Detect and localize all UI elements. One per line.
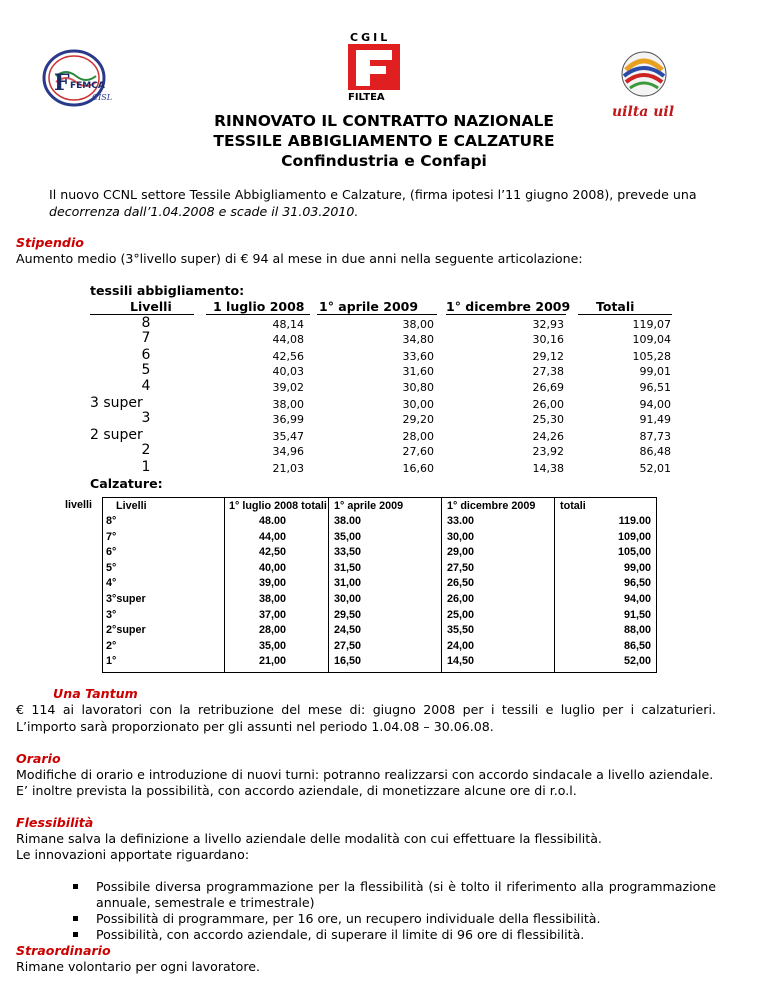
calzature-header: 1° aprile 2009 (334, 500, 404, 512)
flessibilita-bullets (96, 879, 716, 943)
tessili-header-aprile: 1° aprile 2009 (319, 299, 419, 314)
tessili-cell: 42,56 (272, 350, 304, 363)
tessili-row-level: 4 (141, 378, 151, 394)
tessili-cell: 23,92 (532, 445, 564, 458)
calzature-row-level: 7° (106, 530, 117, 543)
tessili-cell: 14,38 (532, 462, 564, 475)
bullet-square-icon (73, 932, 78, 937)
title-line-3: Confindustria e Confapi (281, 152, 487, 170)
calzature-header: 1° luglio 2008 totali (229, 500, 327, 512)
tessili-header-rule (446, 314, 566, 315)
svg-text:FILTEA: FILTEA (348, 92, 385, 102)
tessili-row-level: 6 (141, 347, 151, 363)
tessili-cell: 24,26 (532, 430, 564, 443)
tessili-row-level: 7 (141, 330, 151, 346)
calzature-cell: 31,00 (334, 577, 362, 590)
tessili-cell: 48,14 (272, 318, 304, 331)
tessili-cell: 40,03 (272, 365, 304, 378)
stipendio-text: Aumento medio (3°livello super) di € 94 al mese in due anni nella seguente articolazione: (16, 251, 583, 266)
una-tantum-line-2: L’importo sarà proporzionato per gli assunti nel periodo 1.04.08 – 30.06.08. (16, 719, 494, 734)
tessili-header-totali: Totali (596, 299, 635, 314)
svg-text:uilta uil: uilta uil (612, 104, 675, 120)
tessili-cell: 29,20 (402, 413, 434, 426)
tessili-table (0, 299, 768, 474)
tessili-cell: 94,00 (639, 398, 671, 411)
calzature-cell: 91,50 (623, 608, 651, 621)
tessili-cell: 31,60 (402, 365, 434, 378)
calzature-cell: 35,00 (334, 530, 362, 543)
una-tantum-heading: Una Tantum (53, 686, 138, 701)
calzature-cell: 86,50 (623, 639, 651, 652)
calzature-cell: 94,00 (623, 593, 651, 605)
list-item: Possibilità, con accordo aziendale, di superare il limite di 96 ore di flessibilità. (96, 927, 716, 943)
tessili-header-luglio: 1 luglio 2008 (213, 299, 305, 314)
tessili-header-rule (206, 314, 310, 315)
tessili-cell: 105,28 (632, 350, 671, 363)
tessili-header-rule (317, 314, 437, 315)
calzature-cell: 29,00 (447, 546, 475, 559)
tessili-row-level: 5 (141, 362, 151, 378)
calzature-cell: 35,50 (447, 624, 475, 637)
calzature-cell: 88,00 (623, 624, 651, 637)
calzature-cell: 26,00 (447, 593, 475, 605)
intro-line-1: Il nuovo CCNL settore Tessile Abbigliamento e Calzature, (firma ipotesi l’11 giugno 2008), prevede una (49, 187, 697, 202)
title-line-2: TESSILE ABBIGLIAMENTO E CALZATURE (213, 132, 555, 150)
tessili-cell: 33,60 (402, 350, 434, 363)
orario-line-1: Modifiche di orario e introduzione di nuovi turni: potranno realizzarsi con accordo sindacale a livello aziendale. (16, 767, 714, 782)
tessili-header-rule (578, 314, 672, 315)
intro-line-2: decorrenza dall’1.04.2008 e scade il 31.03.2010. (49, 204, 359, 219)
tessili-cell: 38,00 (402, 318, 434, 331)
tessili-header-livelli: Livelli (130, 299, 172, 314)
calzature-cell: 105,00 (617, 546, 651, 559)
bullet-square-icon (73, 884, 78, 889)
calzature-cell: 38.00 (334, 515, 362, 527)
tessili-heading: tessili abbigliamento: (90, 283, 245, 298)
calzature-cell: 38,00 (258, 593, 286, 605)
tessili-cell: 30,16 (532, 333, 564, 346)
straordinario-text: Rimane volontario per ogni lavoratore. (16, 959, 261, 974)
tessili-cell: 87,73 (639, 430, 671, 443)
calzature-cell: 37,00 (258, 608, 286, 621)
title-line-1: RINNOVATO IL CONTRATTO NAZIONALE (214, 112, 554, 130)
calzature-header: 1° dicembre 2009 (447, 500, 536, 512)
calzature-row-level: 4° (106, 577, 117, 590)
calzature-cell: 33.00 (447, 515, 475, 527)
tessili-cell: 91,49 (639, 413, 671, 426)
calzature-cell: 24,50 (334, 624, 362, 637)
calzature-cell: 40,00 (258, 561, 286, 574)
uilta-uil-logo (598, 50, 690, 120)
tessili-cell: 119,07 (632, 318, 671, 331)
tessili-cell: 36,99 (272, 413, 304, 426)
tessili-row-level: 1 (141, 459, 151, 475)
calzature-row-level: 3°super (106, 593, 146, 605)
calzature-header: totali (560, 500, 586, 512)
calzature-cell: 119.00 (618, 515, 651, 527)
tessili-cell: 44,08 (272, 333, 304, 346)
calzature-cell: 44,00 (258, 530, 286, 543)
calzature-cell: 16,50 (334, 655, 362, 668)
list-item: Possibilità di programmare, per 16 ore, un recupero individuale della flessibilità. (96, 911, 716, 927)
tessili-cell: 99,01 (639, 365, 671, 378)
calzature-cell: 25,00 (447, 608, 475, 621)
tessili-cell: 38,00 (272, 398, 304, 411)
tessili-cell: 27,38 (532, 365, 564, 378)
orario-line-2: E’ inoltre prevista la possibilità, con accordo aziendale, di monetizzare alcune ore di r.o.l. (16, 783, 577, 798)
tessili-cell: 30,80 (402, 381, 434, 394)
calzature-row-level: 5° (106, 561, 117, 574)
calzature-row-level: 2°super (106, 624, 146, 637)
calzature-cell: 30,00 (447, 530, 475, 543)
tessili-cell: 26,69 (532, 381, 564, 394)
calzature-cell: 42,50 (258, 546, 286, 559)
tessili-header-dicembre: 1° dicembre 2009 (446, 299, 571, 314)
cgil-filtea-logo (342, 30, 424, 102)
calzature-heading: Calzature: (90, 476, 163, 491)
flessibilita-heading: Flessibilità (16, 815, 94, 830)
calzature-header: Livelli (116, 500, 147, 512)
tessili-cell: 21,03 (272, 462, 304, 475)
tessili-cell: 28,00 (402, 430, 434, 443)
tessili-cell: 52,01 (639, 462, 671, 475)
tessili-row-level: 2 (141, 442, 151, 458)
calzature-table (102, 497, 657, 673)
svg-text:FEMCA: FEMCA (70, 81, 105, 91)
calzature-cell: 30,00 (334, 593, 362, 605)
calzature-cell: 31,50 (334, 561, 362, 574)
calzature-cell: 35,00 (258, 639, 286, 652)
calzature-cell: 52,00 (623, 655, 651, 668)
calzature-row-level: 2° (106, 639, 117, 652)
stipendio-heading: Stipendio (16, 235, 84, 250)
calzature-cell: 24,00 (447, 639, 475, 652)
tessili-cell: 26,00 (532, 398, 564, 411)
tessili-row-level: 3 super (90, 395, 143, 411)
calzature-row-level: 8° (106, 515, 117, 527)
calzature-cell: 109,00 (617, 530, 651, 543)
tessili-cell: 25,30 (532, 413, 564, 426)
calzature-cell: 27,50 (447, 561, 475, 574)
tessili-cell: 35,47 (272, 430, 304, 443)
tessili-row-level: 3 (141, 410, 151, 426)
flessibilita-line-2: Le innovazioni apportate riguardano: (16, 847, 250, 862)
calzature-cell: 96,50 (623, 577, 651, 590)
calzature-cell: 33,50 (334, 546, 362, 559)
calzature-cell: 99,00 (623, 561, 651, 574)
svg-text:CGIL: CGIL (350, 31, 391, 44)
tessili-cell: 96,51 (639, 381, 671, 394)
svg-text:CISL: CISL (92, 93, 113, 102)
tessili-cell: 30,00 (402, 398, 434, 411)
calzature-cell: 14,50 (447, 655, 475, 668)
tessili-cell: 39,02 (272, 381, 304, 394)
tessili-cell: 32,93 (532, 318, 564, 331)
list-item: Possibile diversa programmazione per la flessibilità (si è tolto il riferimento alla programmazione annuale, semestrale e trimestrale) (96, 879, 716, 911)
flessibilita-line-1: Rimane salva la definizione a livello aziendale delle modalità con cui effettuare la flessibilità. (16, 831, 602, 846)
tessili-cell: 16,60 (402, 462, 434, 475)
calzature-cell: 29,50 (334, 608, 362, 621)
calzature-row-level: 1° (106, 655, 117, 668)
femca-logo (34, 48, 130, 108)
tessili-cell: 29,12 (532, 350, 564, 363)
calzature-cell: 21,00 (258, 655, 286, 668)
calzature-side-label: livelli (65, 499, 93, 511)
tessili-cell: 34,80 (402, 333, 434, 346)
tessili-cell: 27,60 (402, 445, 434, 458)
calzature-cell: 28,00 (258, 624, 286, 637)
svg-text:F: F (54, 70, 70, 96)
una-tantum-line-1: € 114 ai lavoratori con la retribuzione del mese di: giugno 2008 per i tessili e luglio per i calzaturieri. (16, 702, 716, 717)
tessili-cell: 34,96 (272, 445, 304, 458)
tessili-cell: 109,04 (632, 333, 671, 346)
calzature-cell: 26,50 (447, 577, 475, 590)
calzature-cell: 27,50 (334, 639, 362, 652)
calzature-cell: 48.00 (258, 515, 286, 527)
calzature-row-level: 6° (106, 546, 117, 559)
orario-heading: Orario (16, 751, 61, 766)
bullet-square-icon (73, 916, 78, 921)
tessili-cell: 86,48 (639, 445, 671, 458)
calzature-row-level: 3° (106, 608, 117, 621)
tessili-row-level: 8 (141, 315, 151, 331)
tessili-row-level: 2 super (90, 427, 143, 443)
straordinario-heading: Straordinario (16, 943, 111, 958)
calzature-cell: 39,00 (258, 577, 286, 590)
